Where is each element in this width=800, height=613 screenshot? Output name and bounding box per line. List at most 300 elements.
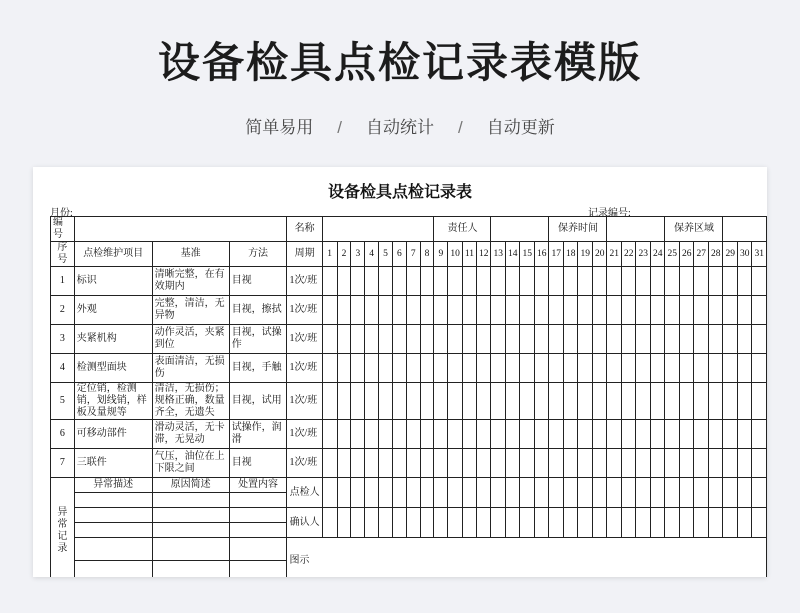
check-cell[interactable] [337, 325, 351, 354]
check-cell[interactable] [337, 383, 351, 420]
check-cell[interactable] [679, 383, 694, 420]
confirmer-cell[interactable] [549, 508, 564, 538]
abnormal-note-cell[interactable] [229, 493, 287, 508]
check-cell[interactable] [406, 354, 420, 383]
check-cell[interactable] [476, 354, 491, 383]
inspector-cell[interactable] [379, 478, 393, 508]
check-cell[interactable] [534, 267, 549, 296]
check-cell[interactable] [578, 449, 593, 478]
check-cell[interactable] [392, 354, 406, 383]
check-cell[interactable] [337, 296, 351, 325]
check-cell[interactable] [752, 354, 767, 383]
check-cell[interactable] [694, 354, 709, 383]
check-cell[interactable] [420, 354, 434, 383]
inspector-cell[interactable] [322, 478, 337, 508]
check-cell[interactable] [708, 296, 723, 325]
check-cell[interactable] [406, 420, 420, 449]
check-cell[interactable] [406, 296, 420, 325]
check-cell[interactable] [737, 354, 752, 383]
check-cell[interactable] [392, 449, 406, 478]
confirmer-cell[interactable] [723, 508, 738, 538]
abnormal-note-cell[interactable] [152, 508, 229, 523]
abnormal-note-cell[interactable] [152, 561, 229, 578]
check-cell[interactable] [448, 325, 463, 354]
check-cell[interactable] [737, 296, 752, 325]
check-cell[interactable] [665, 267, 680, 296]
check-cell[interactable] [491, 449, 506, 478]
check-cell[interactable] [578, 267, 593, 296]
check-cell[interactable] [549, 296, 564, 325]
check-cell[interactable] [694, 383, 709, 420]
check-cell[interactable] [491, 267, 506, 296]
check-cell[interactable] [679, 354, 694, 383]
maint-area-value[interactable] [723, 217, 767, 242]
check-cell[interactable] [549, 267, 564, 296]
check-cell[interactable] [505, 267, 520, 296]
check-cell[interactable] [491, 354, 506, 383]
check-cell[interactable] [708, 420, 723, 449]
confirmer-cell[interactable] [434, 508, 448, 538]
check-cell[interactable] [379, 267, 393, 296]
check-cell[interactable] [737, 449, 752, 478]
check-cell[interactable] [406, 449, 420, 478]
check-cell[interactable] [636, 267, 651, 296]
check-cell[interactable] [607, 383, 622, 420]
check-cell[interactable] [578, 325, 593, 354]
check-cell[interactable] [365, 420, 379, 449]
confirmer-cell[interactable] [621, 508, 636, 538]
check-cell[interactable] [621, 449, 636, 478]
abnormal-note-cell[interactable] [74, 538, 152, 561]
inspector-cell[interactable] [448, 478, 463, 508]
check-cell[interactable] [462, 267, 476, 296]
abnormal-note-cell[interactable] [229, 538, 287, 561]
check-cell[interactable] [737, 267, 752, 296]
check-cell[interactable] [379, 449, 393, 478]
check-cell[interactable] [563, 325, 578, 354]
check-cell[interactable] [665, 420, 680, 449]
inspector-cell[interactable] [434, 478, 448, 508]
check-cell[interactable] [476, 449, 491, 478]
check-cell[interactable] [737, 325, 752, 354]
check-cell[interactable] [723, 296, 738, 325]
inspector-cell[interactable] [337, 478, 351, 508]
check-cell[interactable] [392, 420, 406, 449]
check-cell[interactable] [491, 420, 506, 449]
check-cell[interactable] [520, 383, 535, 420]
inspector-cell[interactable] [708, 478, 723, 508]
check-cell[interactable] [491, 296, 506, 325]
confirmer-cell[interactable] [351, 508, 365, 538]
abnormal-note-cell[interactable] [74, 561, 152, 578]
check-cell[interactable] [650, 420, 665, 449]
check-cell[interactable] [607, 420, 622, 449]
check-cell[interactable] [723, 383, 738, 420]
check-cell[interactable] [434, 449, 448, 478]
inspector-cell[interactable] [420, 478, 434, 508]
check-cell[interactable] [491, 325, 506, 354]
check-cell[interactable] [379, 296, 393, 325]
check-cell[interactable] [679, 267, 694, 296]
confirmer-cell[interactable] [379, 508, 393, 538]
abnormal-note-cell[interactable] [229, 508, 287, 523]
check-cell[interactable] [491, 383, 506, 420]
check-cell[interactable] [650, 296, 665, 325]
check-cell[interactable] [505, 325, 520, 354]
inspector-cell[interactable] [737, 478, 752, 508]
check-cell[interactable] [462, 383, 476, 420]
check-cell[interactable] [448, 420, 463, 449]
check-cell[interactable] [636, 325, 651, 354]
check-cell[interactable] [434, 383, 448, 420]
check-cell[interactable] [723, 449, 738, 478]
check-cell[interactable] [607, 296, 622, 325]
check-cell[interactable] [476, 296, 491, 325]
check-cell[interactable] [379, 325, 393, 354]
confirmer-cell[interactable] [534, 508, 549, 538]
inspector-cell[interactable] [665, 478, 680, 508]
check-cell[interactable] [563, 449, 578, 478]
check-cell[interactable] [420, 267, 434, 296]
check-cell[interactable] [650, 383, 665, 420]
check-cell[interactable] [534, 383, 549, 420]
check-cell[interactable] [420, 325, 434, 354]
check-cell[interactable] [351, 354, 365, 383]
inspector-cell[interactable] [592, 478, 607, 508]
confirmer-cell[interactable] [520, 508, 535, 538]
check-cell[interactable] [650, 449, 665, 478]
check-cell[interactable] [607, 354, 622, 383]
confirmer-cell[interactable] [420, 508, 434, 538]
inspector-cell[interactable] [406, 478, 420, 508]
check-cell[interactable] [708, 449, 723, 478]
check-cell[interactable] [462, 296, 476, 325]
confirmer-cell[interactable] [737, 508, 752, 538]
check-cell[interactable] [752, 383, 767, 420]
check-cell[interactable] [592, 354, 607, 383]
confirmer-cell[interactable] [650, 508, 665, 538]
check-cell[interactable] [592, 296, 607, 325]
check-cell[interactable] [337, 449, 351, 478]
check-cell[interactable] [448, 449, 463, 478]
maint-time-value[interactable] [607, 217, 665, 242]
check-cell[interactable] [505, 420, 520, 449]
check-cell[interactable] [694, 325, 709, 354]
name-value[interactable] [322, 217, 434, 242]
inspector-cell[interactable] [563, 478, 578, 508]
check-cell[interactable] [665, 325, 680, 354]
check-cell[interactable] [520, 449, 535, 478]
check-cell[interactable] [505, 383, 520, 420]
check-cell[interactable] [636, 296, 651, 325]
check-cell[interactable] [549, 449, 564, 478]
confirmer-cell[interactable] [448, 508, 463, 538]
check-cell[interactable] [636, 449, 651, 478]
check-cell[interactable] [462, 354, 476, 383]
inspector-cell[interactable] [607, 478, 622, 508]
check-cell[interactable] [392, 325, 406, 354]
check-cell[interactable] [563, 267, 578, 296]
check-cell[interactable] [650, 354, 665, 383]
check-cell[interactable] [578, 383, 593, 420]
check-cell[interactable] [607, 267, 622, 296]
inspector-cell[interactable] [476, 478, 491, 508]
check-cell[interactable] [694, 267, 709, 296]
check-cell[interactable] [406, 325, 420, 354]
inspector-cell[interactable] [351, 478, 365, 508]
check-cell[interactable] [448, 267, 463, 296]
check-cell[interactable] [665, 296, 680, 325]
check-cell[interactable] [578, 296, 593, 325]
check-cell[interactable] [708, 383, 723, 420]
check-cell[interactable] [351, 325, 365, 354]
abnormal-note-cell[interactable] [74, 523, 152, 538]
check-cell[interactable] [679, 296, 694, 325]
inspector-cell[interactable] [679, 478, 694, 508]
confirmer-cell[interactable] [665, 508, 680, 538]
inspector-cell[interactable] [723, 478, 738, 508]
check-cell[interactable] [694, 296, 709, 325]
check-cell[interactable] [679, 420, 694, 449]
check-cell[interactable] [665, 354, 680, 383]
code-value[interactable] [74, 217, 287, 242]
check-cell[interactable] [737, 383, 752, 420]
inspector-cell[interactable] [462, 478, 476, 508]
inspector-cell[interactable] [578, 478, 593, 508]
check-cell[interactable] [592, 420, 607, 449]
inspector-cell[interactable] [549, 478, 564, 508]
check-cell[interactable] [448, 383, 463, 420]
inspector-cell[interactable] [505, 478, 520, 508]
check-cell[interactable] [520, 267, 535, 296]
check-cell[interactable] [636, 383, 651, 420]
check-cell[interactable] [406, 267, 420, 296]
check-cell[interactable] [434, 267, 448, 296]
owner-value[interactable] [491, 217, 549, 242]
check-cell[interactable] [337, 354, 351, 383]
check-cell[interactable] [434, 325, 448, 354]
check-cell[interactable] [578, 420, 593, 449]
check-cell[interactable] [351, 449, 365, 478]
check-cell[interactable] [392, 383, 406, 420]
inspector-cell[interactable] [636, 478, 651, 508]
check-cell[interactable] [534, 325, 549, 354]
check-cell[interactable] [392, 296, 406, 325]
check-cell[interactable] [752, 267, 767, 296]
check-cell[interactable] [476, 420, 491, 449]
check-cell[interactable] [379, 383, 393, 420]
check-cell[interactable] [737, 420, 752, 449]
check-cell[interactable] [592, 449, 607, 478]
check-cell[interactable] [723, 325, 738, 354]
check-cell[interactable] [322, 420, 337, 449]
check-cell[interactable] [434, 420, 448, 449]
check-cell[interactable] [708, 325, 723, 354]
check-cell[interactable] [650, 325, 665, 354]
inspector-cell[interactable] [365, 478, 379, 508]
confirmer-cell[interactable] [636, 508, 651, 538]
check-cell[interactable] [365, 296, 379, 325]
inspector-cell[interactable] [534, 478, 549, 508]
check-cell[interactable] [351, 383, 365, 420]
check-cell[interactable] [534, 449, 549, 478]
check-cell[interactable] [534, 354, 549, 383]
day-header: 7 [406, 242, 420, 267]
confirmer-cell[interactable] [406, 508, 420, 538]
check-cell[interactable] [351, 267, 365, 296]
check-cell[interactable] [607, 325, 622, 354]
check-cell[interactable] [322, 354, 337, 383]
check-cell[interactable] [534, 296, 549, 325]
check-cell[interactable] [505, 449, 520, 478]
check-cell[interactable] [420, 296, 434, 325]
check-cell[interactable] [534, 420, 549, 449]
check-cell[interactable] [365, 325, 379, 354]
inspector-cell[interactable] [491, 478, 506, 508]
check-cell[interactable] [563, 354, 578, 383]
check-cell[interactable] [520, 420, 535, 449]
confirmer-cell[interactable] [563, 508, 578, 538]
check-cell[interactable] [406, 383, 420, 420]
check-cell[interactable] [351, 420, 365, 449]
check-cell[interactable] [563, 420, 578, 449]
check-cell[interactable] [665, 449, 680, 478]
confirmer-cell[interactable] [505, 508, 520, 538]
confirmer-cell[interactable] [491, 508, 506, 538]
check-cell[interactable] [505, 296, 520, 325]
check-cell[interactable] [592, 383, 607, 420]
check-cell[interactable] [365, 267, 379, 296]
abnormal-note-cell[interactable] [152, 523, 229, 538]
check-cell[interactable] [462, 449, 476, 478]
check-cell[interactable] [650, 267, 665, 296]
check-cell[interactable] [679, 325, 694, 354]
check-cell[interactable] [351, 296, 365, 325]
check-cell[interactable] [420, 420, 434, 449]
check-cell[interactable] [476, 383, 491, 420]
check-cell[interactable] [462, 420, 476, 449]
check-cell[interactable] [520, 296, 535, 325]
check-cell[interactable] [636, 354, 651, 383]
check-cell[interactable] [549, 354, 564, 383]
confirmer-cell[interactable] [752, 508, 767, 538]
check-cell[interactable] [434, 354, 448, 383]
check-cell[interactable] [636, 420, 651, 449]
check-cell[interactable] [752, 325, 767, 354]
check-cell[interactable] [621, 267, 636, 296]
abnormal-note-cell[interactable] [229, 561, 287, 578]
check-cell[interactable] [365, 354, 379, 383]
check-cell[interactable] [379, 420, 393, 449]
check-cell[interactable] [752, 420, 767, 449]
check-cell[interactable] [621, 354, 636, 383]
check-cell[interactable] [476, 267, 491, 296]
check-cell[interactable] [549, 325, 564, 354]
confirmer-cell[interactable] [462, 508, 476, 538]
confirmer-cell[interactable] [694, 508, 709, 538]
inspector-cell[interactable] [621, 478, 636, 508]
abnormal-note-cell[interactable] [74, 493, 152, 508]
check-cell[interactable] [337, 420, 351, 449]
check-cell[interactable] [621, 420, 636, 449]
check-cell[interactable] [752, 449, 767, 478]
check-cell[interactable] [607, 449, 622, 478]
check-cell[interactable] [420, 449, 434, 478]
check-cell[interactable] [621, 383, 636, 420]
check-cell[interactable] [322, 325, 337, 354]
check-cell[interactable] [752, 296, 767, 325]
confirmer-cell[interactable] [392, 508, 406, 538]
abnormal-note-cell[interactable] [152, 493, 229, 508]
confirmer-cell[interactable] [679, 508, 694, 538]
check-cell[interactable] [365, 449, 379, 478]
inspector-cell[interactable] [650, 478, 665, 508]
check-cell[interactable] [476, 325, 491, 354]
check-cell[interactable] [520, 325, 535, 354]
confirmer-cell[interactable] [365, 508, 379, 538]
inspector-cell[interactable] [520, 478, 535, 508]
check-cell[interactable] [694, 449, 709, 478]
check-cell[interactable] [322, 449, 337, 478]
check-cell[interactable] [549, 420, 564, 449]
abnormal-note-cell[interactable] [74, 508, 152, 523]
confirmer-cell[interactable] [607, 508, 622, 538]
check-cell[interactable] [723, 354, 738, 383]
abnormal-note-cell[interactable] [152, 538, 229, 561]
inspector-cell[interactable] [752, 478, 767, 508]
inspector-cell[interactable] [694, 478, 709, 508]
check-cell[interactable] [723, 420, 738, 449]
check-cell[interactable] [505, 354, 520, 383]
check-cell[interactable] [679, 449, 694, 478]
check-cell[interactable] [365, 383, 379, 420]
check-cell[interactable] [723, 267, 738, 296]
check-cell[interactable] [448, 354, 463, 383]
check-cell[interactable] [665, 383, 680, 420]
check-cell[interactable] [322, 383, 337, 420]
check-cell[interactable] [392, 267, 406, 296]
check-cell[interactable] [448, 296, 463, 325]
confirmer-cell[interactable] [322, 508, 337, 538]
check-cell[interactable] [379, 354, 393, 383]
confirmer-cell[interactable] [578, 508, 593, 538]
check-cell[interactable] [549, 383, 564, 420]
check-cell[interactable] [434, 296, 448, 325]
check-cell[interactable] [708, 267, 723, 296]
check-cell[interactable] [621, 325, 636, 354]
check-cell[interactable] [578, 354, 593, 383]
check-cell[interactable] [520, 354, 535, 383]
check-cell[interactable] [563, 296, 578, 325]
abnormal-note-cell[interactable] [229, 523, 287, 538]
check-cell[interactable] [621, 296, 636, 325]
check-cell[interactable] [592, 267, 607, 296]
confirmer-cell[interactable] [592, 508, 607, 538]
check-cell[interactable] [462, 325, 476, 354]
confirmer-cell[interactable] [476, 508, 491, 538]
check-cell[interactable] [694, 420, 709, 449]
inspector-cell[interactable] [392, 478, 406, 508]
check-cell[interactable] [337, 267, 351, 296]
check-cell[interactable] [708, 354, 723, 383]
check-cell[interactable] [322, 296, 337, 325]
check-cell[interactable] [563, 383, 578, 420]
confirmer-cell[interactable] [337, 508, 351, 538]
check-cell[interactable] [592, 325, 607, 354]
check-cell[interactable] [322, 267, 337, 296]
confirmer-cell[interactable] [708, 508, 723, 538]
check-cell[interactable] [420, 383, 434, 420]
